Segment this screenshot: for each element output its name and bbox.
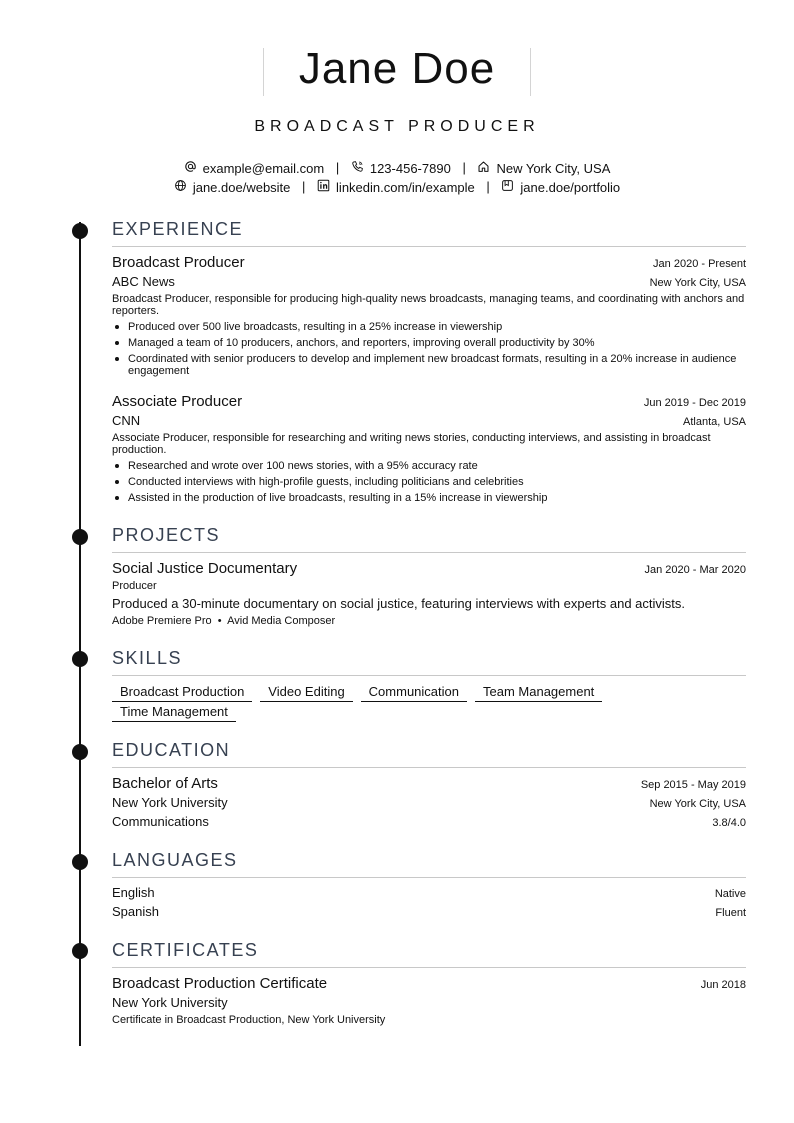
job-title: Broadcast Producer xyxy=(112,254,245,271)
timeline-dot xyxy=(72,529,88,545)
contact-line-2 xyxy=(0,178,794,197)
education-header xyxy=(112,775,746,793)
list-item: Produced over 500 live broadcasts, resulting in a 25% increase in viewership xyxy=(112,321,746,333)
education-location: New York City, USA xyxy=(649,798,746,810)
project-tools-row xyxy=(112,615,746,628)
skill-tag: Communication xyxy=(361,684,467,702)
section-title-experience: EXPERIENCE xyxy=(112,218,746,247)
contact-linkedin[interactable] xyxy=(317,179,475,197)
timeline-dot xyxy=(72,223,88,239)
language-level: Fluent xyxy=(715,907,746,919)
separator: | xyxy=(335,160,340,175)
list-item: Researched and wrote over 100 news stories, with a 95% accuracy rate xyxy=(112,460,746,472)
language-name: English xyxy=(112,885,155,900)
project-description-row xyxy=(112,596,746,612)
location-text: New York City, USA xyxy=(496,160,611,176)
certificate-issuer-row xyxy=(112,995,746,1011)
resume-name: Jane Doe xyxy=(298,44,496,93)
job-header xyxy=(112,254,746,272)
portfolio-text: jane.doe/portfolio xyxy=(520,179,621,195)
skill-tag: Team Management xyxy=(475,684,602,702)
timeline-dot xyxy=(72,854,88,870)
at-icon xyxy=(184,160,197,178)
education-field: Communications xyxy=(112,814,209,829)
timeline-dot xyxy=(72,744,88,760)
job-bullets xyxy=(112,321,746,381)
section-title-certificates: CERTIFICATES xyxy=(112,939,746,968)
contact-line-1 xyxy=(0,159,794,178)
language-row xyxy=(112,885,746,901)
website-text: jane.doe/website xyxy=(192,179,291,195)
education-field-row xyxy=(112,814,746,830)
job-dates: Jun 2019 - Dec 2019 xyxy=(643,397,746,409)
job-summary: Broadcast Producer, responsible for producing high-quality news broadcasts, managing teams, and coordinating with anchors and reporters. xyxy=(112,293,745,317)
project-tools: Adobe Premiere Pro • Avid Media Composer xyxy=(112,615,336,627)
project-role-row xyxy=(112,580,746,593)
job-dates: Jan 2020 - Present xyxy=(653,258,746,270)
job-company-row xyxy=(112,413,746,429)
job-company: CNN xyxy=(112,413,141,428)
job-summary: Associate Producer, responsible for researching and writing news stories, conducting interviews, and assisting in broadcast production. xyxy=(112,432,711,456)
certificate-date: Jun 2018 xyxy=(700,979,746,991)
project-header xyxy=(112,560,746,578)
phone-icon xyxy=(351,160,364,178)
list-item: Coordinated with senior producers to develop and implement new broadcast formats, resulting in a 20% increase in audience engagement xyxy=(112,353,746,377)
job-location: New York City, USA xyxy=(649,277,746,289)
home-icon xyxy=(477,160,490,178)
education-degree: Bachelor of Arts xyxy=(112,775,218,792)
list-item: Conducted interviews with high-profile guests, including politicians and celebrities xyxy=(112,476,746,488)
certificate-title: Broadcast Production Certificate xyxy=(112,975,328,992)
certificate-issuer: New York University xyxy=(112,995,228,1010)
section-title-education: EDUCATION xyxy=(112,739,746,768)
project-dates: Jan 2020 - Mar 2020 xyxy=(644,564,746,576)
project-role: Producer xyxy=(112,580,157,592)
contact-location xyxy=(477,160,610,178)
skills-list xyxy=(112,683,712,723)
email-text: example@email.com xyxy=(202,160,325,176)
education-school-row xyxy=(112,795,746,811)
contact-website[interactable] xyxy=(174,179,291,197)
separator: | xyxy=(302,179,306,194)
contact-email[interactable] xyxy=(184,160,325,178)
certificate-description: Certificate in Broadcast Production, New York University xyxy=(112,1014,386,1026)
list-item: Assisted in the production of live broadcasts, resulting in a 15% increase in viewership xyxy=(112,492,746,504)
language-name: Spanish xyxy=(112,904,159,919)
resume-role: BROADCAST PRODUCER xyxy=(254,118,540,135)
skill-tag: Time Management xyxy=(112,704,236,722)
skill-tag: Broadcast Production xyxy=(112,684,252,702)
language-level: Native xyxy=(714,888,746,900)
section-title-skills: SKILLS xyxy=(112,647,746,676)
project-description: Produced a 30-minute documentary on social justice, featuring interviews with experts and activists. xyxy=(112,596,686,611)
list-item: Managed a team of 10 producers, anchors, and reporters, improving overall productivity by 30% xyxy=(112,337,746,349)
job-location: Atlanta, USA xyxy=(683,416,746,428)
linkedin-text: linkedin.com/in/example xyxy=(336,179,475,195)
project-title: Social Justice Documentary xyxy=(112,560,298,577)
section-title-languages: LANGUAGES xyxy=(112,849,746,878)
job-bullets xyxy=(112,460,746,508)
timeline-dot xyxy=(72,943,88,959)
education-school: New York University xyxy=(112,795,228,810)
job-company: ABC News xyxy=(112,274,175,289)
globe-icon xyxy=(174,179,187,197)
certificate-header xyxy=(112,975,746,993)
language-row xyxy=(112,904,746,920)
job-title: Associate Producer xyxy=(112,393,243,410)
separator: | xyxy=(486,179,490,194)
job-header xyxy=(112,393,746,411)
education-gpa: 3.8/4.0 xyxy=(712,817,746,829)
portfolio-icon xyxy=(501,179,514,197)
phone-text: 123-456-7890 xyxy=(369,160,451,176)
section-title-projects: PROJECTS xyxy=(112,524,746,553)
contact-phone[interactable] xyxy=(351,160,451,178)
job-company-row xyxy=(112,274,746,290)
education-dates: Sep 2015 - May 2019 xyxy=(640,779,746,791)
separator: | xyxy=(462,160,466,175)
contact-portfolio[interactable] xyxy=(501,179,620,197)
timeline-line xyxy=(79,222,81,1046)
timeline-dot xyxy=(72,651,88,667)
skill-tag: Video Editing xyxy=(260,684,352,702)
certificate-description-row xyxy=(112,1014,746,1027)
linkedin-icon xyxy=(317,179,330,197)
